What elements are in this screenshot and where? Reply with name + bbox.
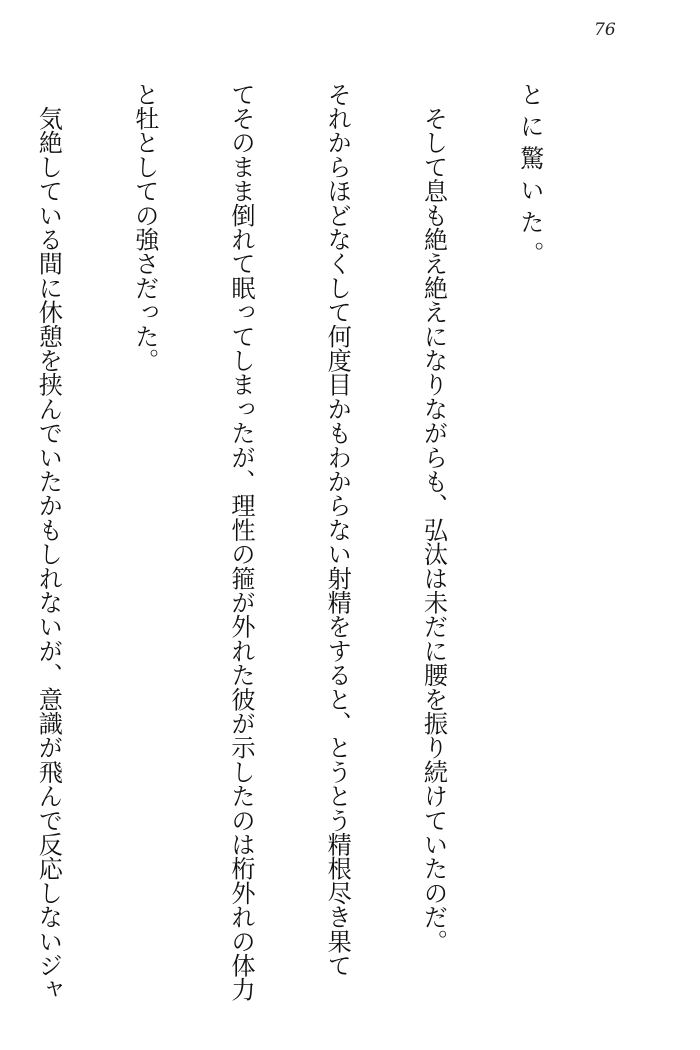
- text-line: と に 驚 い た 。: [515, 82, 544, 266]
- text-line: そして息も絶え絶えになりながらも、弘汰は未だに腰を振り続けていたのだ。: [419, 82, 448, 954]
- text-line: と牡としての強さだった。: [130, 82, 159, 373]
- novel-text-body: [0, 82, 610, 1002]
- page-number: 76: [594, 20, 616, 40]
- text-line: それからほどなくして何度目かもわからない射精をすると、とうとう精根尽き果て: [323, 82, 352, 978]
- text-line: てそのまま倒れて眠ってしまったが、理性の箍が外れた彼が示したのは桁外れの体力: [226, 82, 255, 1002]
- text-line: 気絶している間に休憩を挟んでいたかもしれないが、意識が飛んで反応しないジャ: [34, 82, 63, 1002]
